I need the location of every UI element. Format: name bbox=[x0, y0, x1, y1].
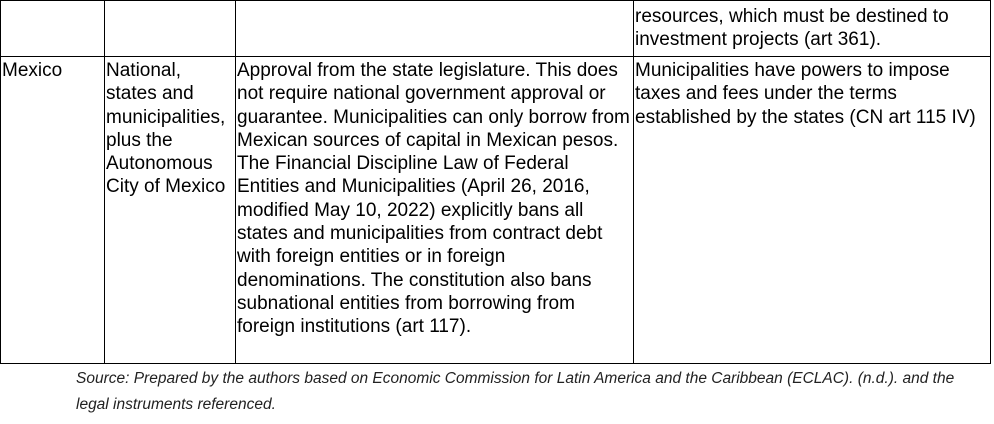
table-cell-levels: National, states and municipalities, plus the Autonomous City of Mexico bbox=[105, 57, 236, 364]
table-cell-tax-powers: Municipalities have powers to impose taxes and fees under the terms established by the states (CN art 115 IV) bbox=[634, 57, 991, 364]
table-cell-country bbox=[1, 1, 105, 57]
table-cell-country: Mexico bbox=[1, 57, 105, 364]
source-note: Source: Prepared by the authors based on Economic Commission for Latin America and the Caribbean (ECLAC). (n.d.). and the legal instruments referenced. bbox=[76, 370, 955, 413]
borrowing-rule-paragraph: The Financial Discipline Law of Federal Entities and Municipalities (April 26, 2016, modified May 10, 2022) explicitly bans all states and municipalities from contract debt with foreign entities or in foreign denominations. The constitution also bans subnational entities from borrowing from foreign institutions (art 117). bbox=[237, 153, 603, 338]
table-cell-tax-powers: resources, which must be destined to investment projects (art 361). bbox=[634, 1, 991, 57]
borrowing-rule-paragraph: Approval from the state legislature. This does not require national government approval or guarantee. Municipalities can only borrow from Mexican sources of capital in Mexican pesos. bbox=[237, 60, 630, 151]
table-row-mexico bbox=[1, 57, 991, 364]
table-cell-levels bbox=[105, 1, 236, 57]
table-cell-borrowing-rules bbox=[236, 57, 634, 364]
table-cell-borrowing-rules bbox=[236, 1, 634, 57]
table-row bbox=[1, 1, 991, 57]
